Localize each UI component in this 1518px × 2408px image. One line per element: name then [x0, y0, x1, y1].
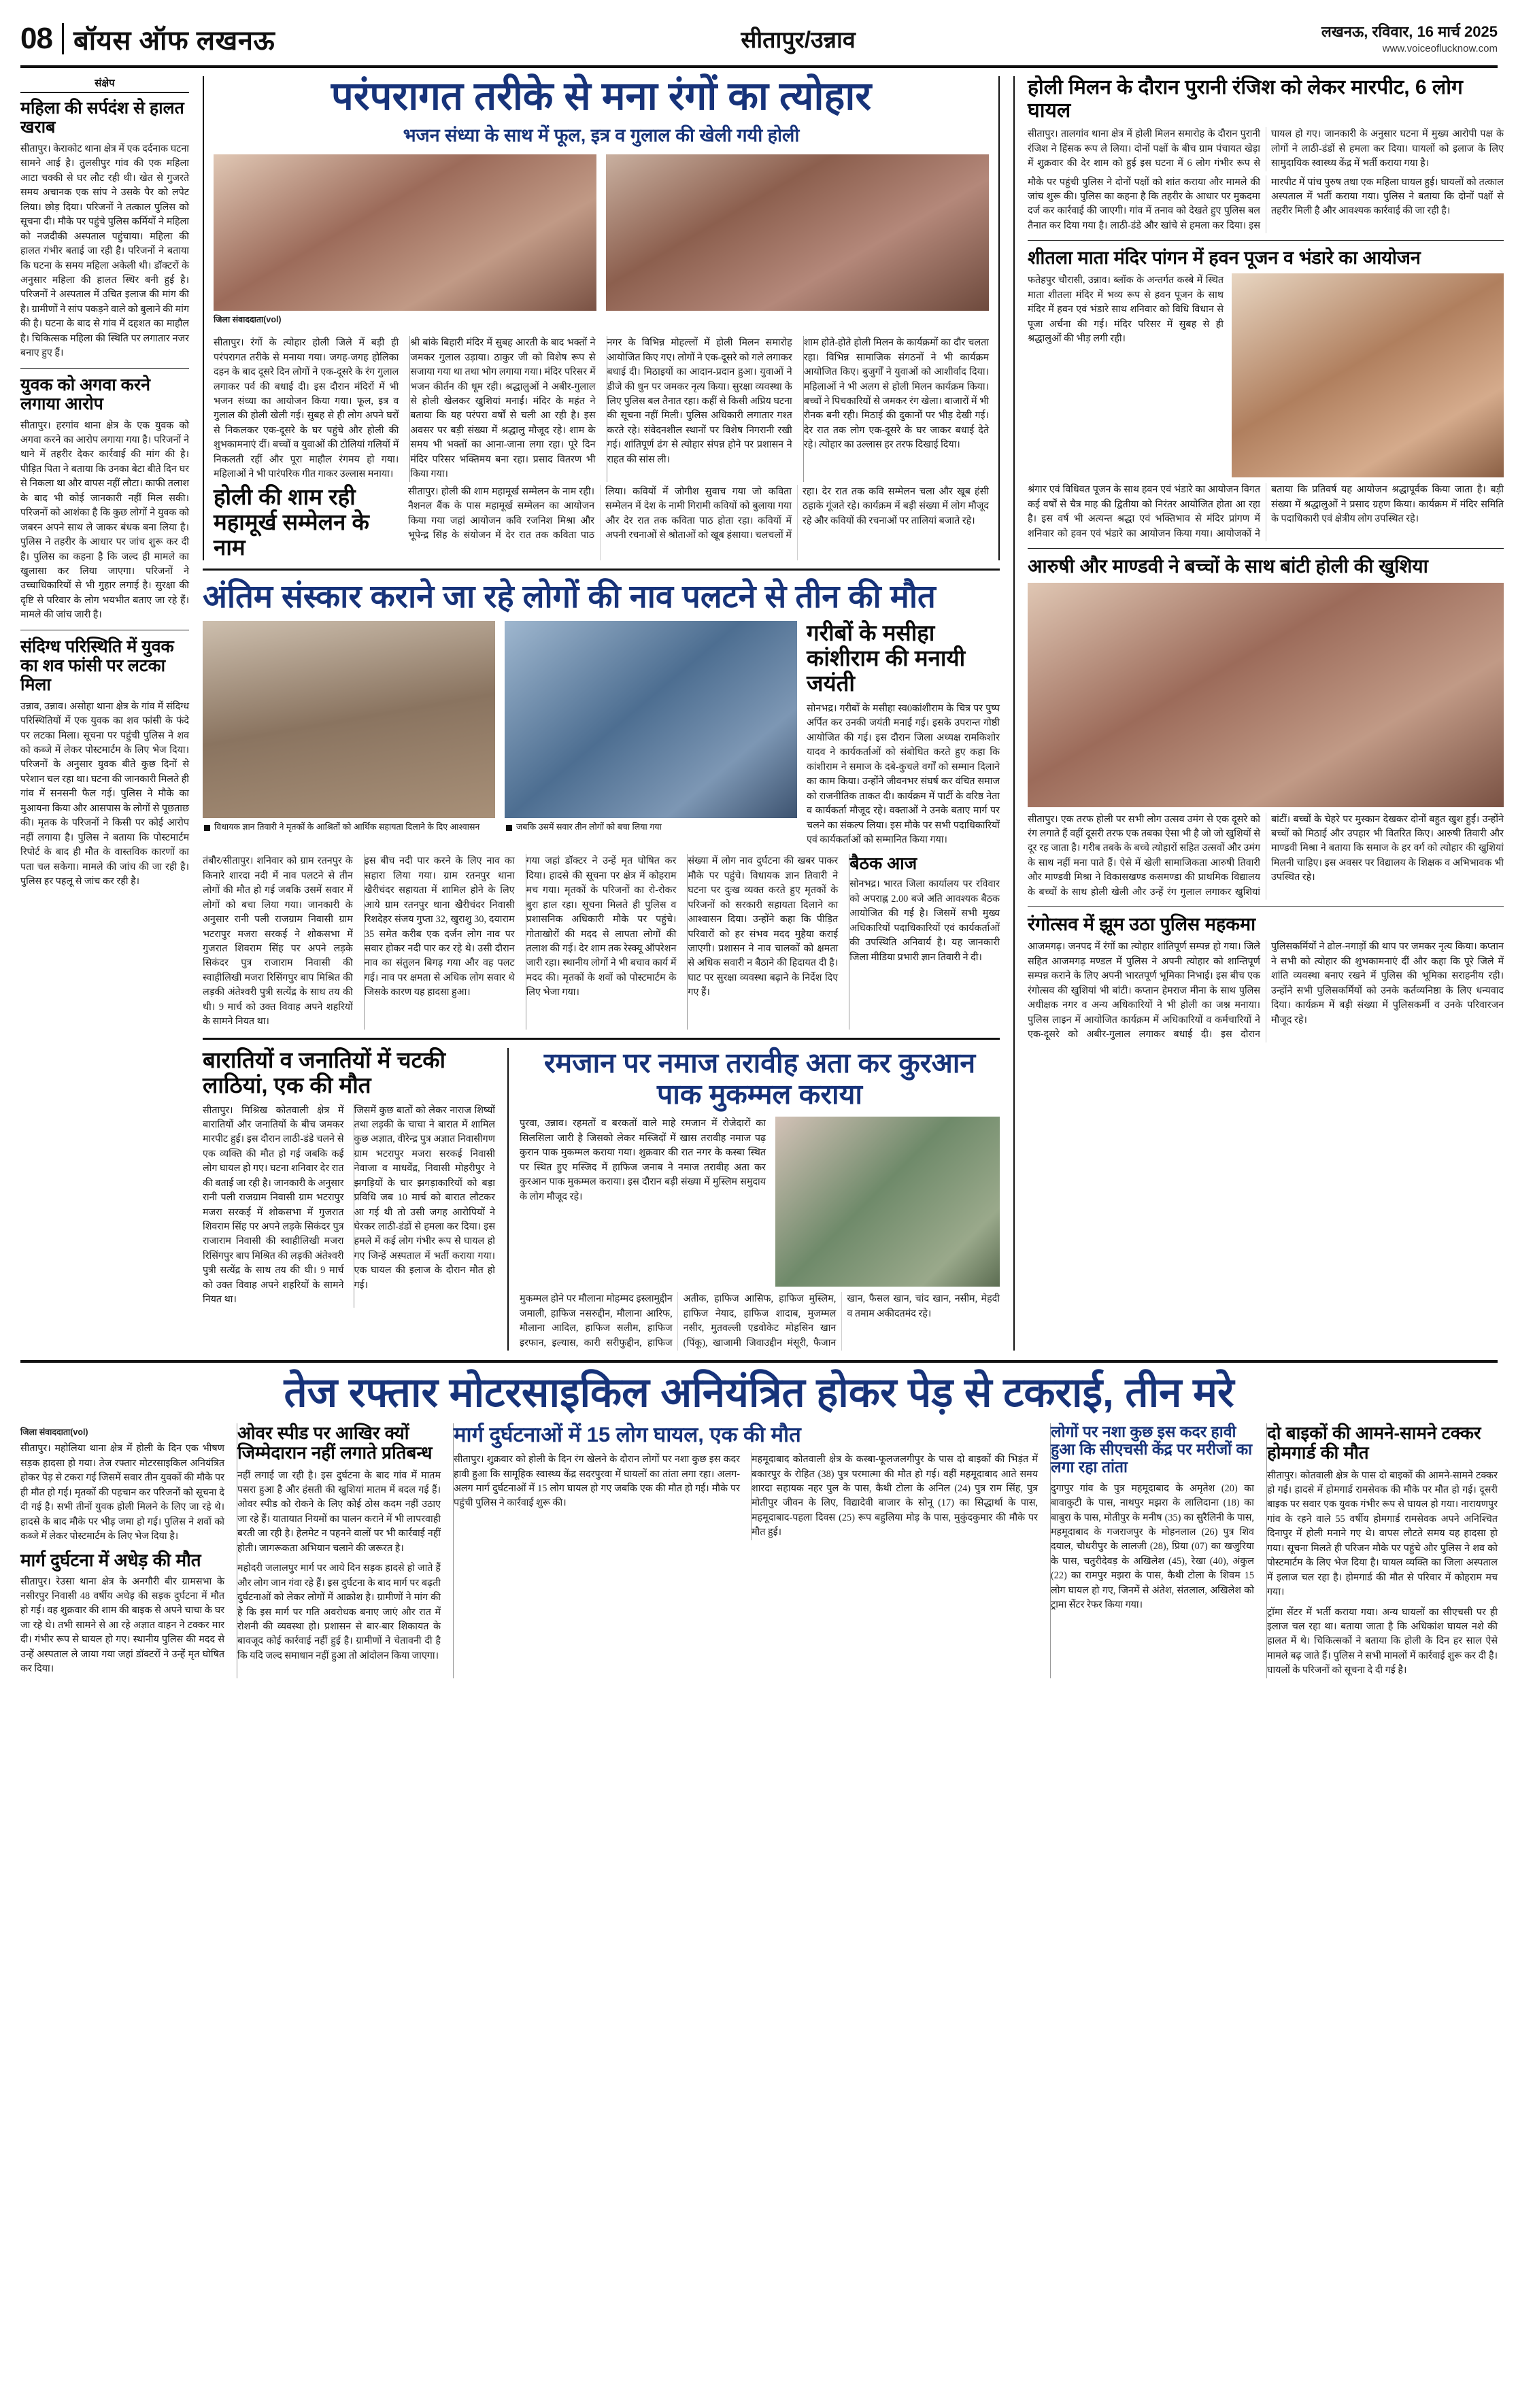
mid-text-col-1: सीतापुर। शुक्रवार को होली के दिन रंग खेलने के दौरान लोगों पर नशा कुछ इस कदर हावी हुआ कि सामूहिक स्वास्थ्य केंद्र सदरपुरवा में घायलों का तांता लगा रहा। अलग-अलग मार्ग दुर्घटनाओं में 15 लोग घायल हो गए जबकि एक की मौत हो गई। मौके पर पहुंची पुलिस ने कार्रवाई शुरू की।: [454, 1454, 740, 1509]
baratis-headline: बारातियों व जनातियों में चटकी लाठियां, एक की मौत: [203, 1047, 446, 1098]
meeting-story: [849, 854, 1000, 1029]
overspeed-intro: नहीं लगाई जा रही है। इस दुर्घटना के बाद गांव में मातम पसरा हुआ है और हंसती की खुशियां मातम में बदल गई हैं। ओवर स्पीड को रोकने के लिए कोई ठोस कदम नहीं उठाए जा रहे हैं। यातायात नियमों का पालन कराने में भी लापरवाही बरती जा रही है। हेलमेट न पहनने वालों पर भी कार्रवाई नहीं होती। जागरूकता अभियान चलाने की जरूरत है।: [237, 1470, 441, 1554]
ramzan-text-col-1: पुरवा, उन्नाव। रहमतों व बरकतों वाले माहे रमजान में रोजेदारों का सिलसिला जारी है जिसको लेकर मस्जिदों में खास तरावीह नमाज पढ़ कुरान पाक मुकम्मल कराया गया। शुक्रवार की रात नगर के कस्बा स्थित पर स्थित हुए मस्जिद में हाफिज जनाब ने नमाज तरावीह अता कर कुरआन पाक मुकम्मल कराया। इस दौरान बड़ी संख्या में मुस्लिम समुदाय के लोग मौजूद रहे।: [520, 1118, 766, 1202]
briefs-heading: संक्षेप: [20, 76, 189, 93]
nasha-text: दुगापुर गांव के पुत्र महमूदाबाद के अमृतेश (20) का बावाकुटी के पास, नाथपुर मझरा के लालिदाना (18) का बाबुरा के पास, मोतीपुर के मनीष (35) का सुरैलिनी के पास, महमूदाबाद के गजराजपुर के मोहनलाल (26) पुत्र शिव दयाल, चौधरीपुर के लालजी (28), प्रिया (07) का खजुरिया के पास, चतुरीदेवड़ के अखिलेश (45), रेखा (40), अंकुल (22) का रामपुर मझरा के पास, कैथी टोला के शिवम 15 लोग घायल हो गए, जिनमें से अंतेश, संतलाल, अखिलेश को ट्रामा सेंटर रेफर किया गया।: [1051, 1482, 1254, 1611]
road-accident-text: सीतापुर। रेउसा थाना क्षेत्र के अनगौरी बीर ग्रामसभा के नसीरपुर निवासी 48 वर्षीय अधेड़ की सड़क दुर्घटना में मौत हो गई। वह शुक्रवार की शाम की बाइक से अपने चाचा के घर जा रहे थे। तभी सामने से आ रहे अज्ञात वाहन ने टक्कर मार दी। गंभीर रूप से घायल हो गए। स्थानीय पुलिस की मदद से उन्हें अस्पताल ले जाया गया जहां डॉक्टरों ने उन्हें मृत घोषित कर दिया।: [20, 1576, 224, 1675]
masthead-divider: [62, 23, 64, 54]
brief-item: [20, 99, 189, 361]
holi-crowd-temple-photo: [606, 154, 989, 311]
divider: [203, 1038, 1000, 1040]
nasha-headline: लोगों पर नशा कुछ इस कदर हावी हुआ कि सीएचसी केंद्र पर मरीजों का लगा रहा तांता: [1051, 1423, 1253, 1476]
boat-text-col-2: इस बीच नदी पार करने के लिए नाव का सहारा लिया गया। ग्राम रतनपुर थाना खैरीचंदर सहायता में शामिल होने के लिए आये ग्राम रतनपुर थाना खैरीचंदर निवासी रिशदेहर संजय गुप्ता 32, खुराशु 30, दयाराम 35 समेत करीब एक दर्जन लोग नाव पर सवार होकर नदी पार कर रहे थे। उसी दौरान नाव का संतुलन बिगड़ गया और वह पलट गई। नाव पर क्षमता से अधिक लोग सवार थे जिसके कारण यह हादसा हुआ।: [364, 854, 515, 1029]
bottom-lead-headline: तेज रफ्तार मोटरसाइकिल अनियंत्रित होकर पेड़ से टकराई, तीन मरे: [284, 1370, 1234, 1416]
boat-text-col-4: संख्या में लोग नाव दुर्घटना की खबर पाकर मौके पर पहुंचे। विधायक ज्ञान तिवारी ने घटना पर दुःख व्यक्त करते हुए मृतकों के परिजनों को सरकारी सहायता दिलाने का आश्वासन दिया। उन्होंने कहा कि पीड़ित परिवारों को हर संभव मदद मुहैया कराई जाएगी। प्रशासन ने नाव चालकों को क्षमता से अधिक सवारी न बैठाने की हिदायत दी है। घाट पर सुरक्षा व्यवस्था बढ़ाने के निर्देश दिए गए हैं।: [687, 854, 838, 1029]
mid-text-col-2: महमूदाबाद कोतवाली क्षेत्र के कस्बा-फूलजलगीपुर के पास दो बाइकों की भिड़ंत में बकारपुर के रोहित (38) पुत्र परमात्मा की मौत हो गई। वहीं महमूदाबाद आते समय शारदा सहायक नहर पुल के पास, कैथी टोला के अनिल (24) पुत्र राम सिंह, पुत्र मोतीपुर जीवन के लिए, विद्यादेवी बाजार के सोनू (17) का सिद्धार्था के पास, महमूदाबाद-पहला दिवस (25) रूप बहुलिया मोड़ के पास, मुकुंदकुमार की मौके पर मौत हुई।: [751, 1453, 1038, 1540]
boat-accident-story: [203, 579, 1000, 1030]
ramzan-headline: रमजान पर नमाज तरावीह अता कर कुरआन पाक मुकम्मल कराया: [543, 1047, 976, 1110]
lead-byline: जिला संवाददाता(vol): [214, 315, 282, 325]
caption-text: विधायक ज्ञान तिवारी ने मृतकों के आश्रितों को आर्थिक सहायता दिलाने के दिए आश्वासन: [214, 822, 480, 832]
divider: [1028, 240, 1504, 241]
page-grid: [20, 74, 1504, 1351]
main-column: [203, 76, 1000, 1351]
newspaper-title: बॉयस ऑफ लखनऊ: [73, 25, 275, 56]
police-holi-headline: रंगोत्सव में झूम उठा पुलिस महकमा: [1028, 914, 1256, 935]
right-column: [1028, 76, 1504, 1351]
river-boat-rescue-photo: [505, 621, 797, 818]
bottom-col-c: [453, 1423, 1038, 1678]
brief-text: सीतापुर। हरगांव थाना क्षेत्र के एक युवक को अगवा करने का आरोप लगाया गया है। परिजनों ने थाने में तहरीर देकर कार्रवाई की मांग की है। पीड़ित पिता ने बताया कि उनका बेटा बीते दिन घर से निकला था और वापस नहीं लौटा। काफी तलाश के बाद भी कोई जानकारी नहीं मिल सकी। परिजनों को आशंका है कि कुछ लोगों ने युवक को जबरन अपने साथ ले जाकर बंधक बना लिया है। पुलिस ने तहरीर के आधार पर जांच शुरू कर दी है। पुलिस का कहना है कि जल्द ही मामले का खुलासा कर लिया जाएगा। परिजनों ने उच्चाधिकारियों से भी गुहार लगाई है। सुरक्षा की दृष्टि से परिवार के लोग भयभीत बताए जा रहे हैं। मामले की जांच जारी है।: [20, 420, 189, 621]
bottom-col-b: [237, 1423, 441, 1678]
ramzan-story: [507, 1048, 1000, 1351]
divider: [203, 569, 1000, 571]
ramzan-group-photo: [775, 1117, 1000, 1287]
page-number: 08: [20, 22, 52, 55]
brief-headline: युवक को अगवा करने लगाया आरोप: [20, 375, 150, 413]
bottom-col-d: [1050, 1423, 1254, 1678]
holi-clash-text-1: सीतापुर। तालगांव थाना क्षेत्र में होली मिलन समारोह के दौरान पुरानी रंजिश ने हिंसक रूप ले लिया। दोनों पक्षों के बीच ग्राम पंचायत खेड़ा में शुक्रवार की देर शाम को हुई इस घटना में 6 लोग गंभीर रूप से घायल हो गए। जानकारी के अनुसार घटना में मुख्य आरोपी पक्ष के लोगों ने लाठी-डंडों से हमला कर दिया। घायलों को इलाज के लिए सामुदायिक स्वास्थ्य केंद्र में भर्ती कराया गया है।: [1028, 129, 1504, 169]
holi-clash-story: [1028, 76, 1504, 233]
baratis-text-col-1: सीतापुर। मिश्रिख कोतवाली क्षेत्र में बारातियों और जनातियों के बीच जमकर मारपीट हुई। इस दौरान लाठी-डंडे चलने से एक व्यक्ति की मौत हो गई जबकि कई लोग घायल हो गए। घटना शनिवार देर रात की बताई जा रही है। जानकारी के अनुसार रानी पली राजग्राम निवासी ग्राम भटरापुर मजरा सरकई में शोकसभा में गुजरात शिवराम सिंह पर अपने लड़के सिकंदर पुत्र राजाराम निवासी की स्वाहीलिखी मजरा रिसिंगपुर बाप मिश्रित की लड़की अंतेश्वरी पुत्री सत्येंद्र के साथ तय की थी। 9 मार्च को उक्त विवाह अपने शहरियों के सामने नियत था।: [203, 1104, 344, 1306]
children-holi-text: सीतापुर। एक तरफ होली पर सभी लोग उत्सव उमंग से एक दूसरे को रंग लगाते हैं वहीं दूसरी तरफ एक तबका ऐसा भी है जो जो खुशियों से दूर रह जाता है। गरीब तबके के बच्चे त्योहारों सहित उत्सवों और उमंग के साथ नहीं मना पाते हैं। ऐसे में खेली सामाजिकता आरुषी तिवारी और माण्डवी मिश्रा ने विकासखण्ड कसमण्डा की प्राथमिक विद्यालय के बच्चों के साथ होली खेली और उन्हें रंग गुलाल लगाकर खुशियां बांटीं। बच्चों के चेहरे पर मुस्कान देखकर दोनों बहुत खुश हुईं। उन्होंने बच्चों को मिठाई और उपहार भी वितरित किए। आरुषी तिवारी और माण्डवी मिश्रा ने बताया कि समाज के हर वर्ग को त्योहार की खुशियां मिलनी चाहिए। इस अवसर पर विद्यालय के शिक्षक व अभिभावक भी उपस्थित रहे।: [1028, 813, 1504, 898]
bottom-col-a: [20, 1423, 224, 1678]
officials-briefing-photo: [203, 621, 495, 818]
holi-clash-text-2: मौके पर पहुंची पुलिस ने दोनों पक्षों को शांत कराया और मामले की जांच शुरू की। पुलिस का कहना है कि तहरीर के आधार पर मुकदमा दर्ज कर कार्रवाई की जाएगी। गांव में तनाव को देखते हुए पुलिस बल तैनात कर दिया गया है। लाठी-डंडे और खांचे से हमला कर दिया। इस मारपीट में पांच पुरुष तथा एक महिला घायल हुई। घायलों को तत्काल अस्पताल में भर्ती कराया गया। पुलिस ने बताया कि दोनों पक्षों से तहरीर मिली है और आवश्यक कार्रवाई की जा रही है।: [1028, 176, 1504, 231]
road-accident-headline: मार्ग दुर्घटना में अधेड़ की मौत: [20, 1550, 201, 1571]
masthead-right: [1321, 22, 1498, 56]
brief-text: उन्नाव, उन्नाव। असोहा थाना क्षेत्र के गांव में संदिग्ध परिस्थितियों में एक युवक का शव फांसी के फंदे पर लटका मिला। सूचना पर पहुंची पुलिस ने शव को कब्जे में लेकर पोस्टमार्टम के लिए भेज दिया। परिजनों के अनुसार युवक बीते कुछ दिनों से परेशान चल रहा था। घटना की जानकारी मिलते ही गांव में सनसनी फैल गई। पुलिस ने मौके का मुआयना किया और आसपास के लोगों से पूछताछ की। मृतक के परिजनों ने किसी पर कोई आरोप नहीं लगाया है। पुलिस ने बताया कि पोस्टमार्टम रिपोर्ट के बाद ही मौत के वास्तविक कारणों का पता चल सकेगा। मामले की जांच की जा रही है। पुलिस हर पहलू से जांच कर रही है।: [20, 700, 189, 887]
photo-caption: [203, 818, 495, 833]
mid-headline: मार्ग दुर्घटनाओं में 15 लोग घायल, एक की मौत: [454, 1423, 801, 1447]
photo-caption: [505, 818, 797, 833]
baratis-story: [203, 1048, 495, 1351]
brief-text: सीतापुर। केराकोट थाना क्षेत्र में एक दर्दनाक घटना सामने आई है। तुलसीपुर गांव की एक महिला आटा चक्की से घर लौट रही थी। खेत से गुजरते समय अचानक एक सांप ने उसके पैर को लपेट लिया। छोड़ दिया। परिजनों ने तत्काल पुलिस को सूचना दी। मौके पर पहुंचे पुलिस कर्मियों ने महिला को नजदीकी अस्पताल पहुंचाया। महिला की हालत गंभीर बताई जा रही है। परिजनों ने बताया कि घटना के समय महिला अकेली थी। डॉक्टरों के अनुसार महिला की हालत स्थिर बनी हुई है। परिजनों ने अस्पताल में उचित इलाज की मांग की है। ग्रामीणों ने सांप पकड़ने वाले को बुलाने की मांग की है। घटना के बाद से गांव में दहशत का माहौल है। चिकित्सक महिला की स्थिति पर लगातार नजर बनाए हुए हैं।: [20, 143, 189, 359]
meeting-headline: बैठक आज: [849, 854, 917, 874]
bullet-square-icon: [204, 825, 210, 831]
temple-text-1: फतेहपुर चौरासी, उन्नाव। ब्लॉक के अन्तर्गत कस्बे में स्थित माता शीतला मंदिर में भव्य रूप से हवन पूजन के साथ मंदिर में हवन एवं भंडारे साथ शनिवार को विधि विधान से पूजा अर्चना की गई। मंदिर परिसर में सुबह से ही श्रद्धालुओं की भीड़ लगी रही।: [1028, 275, 1224, 345]
sub-story-text: सीतापुर। होली की शाम महामूर्ख सम्मेलन के नाम रही। नैशनल बैंक के पास महामूर्ख सम्मेलन का आयोजन किया गया जहां आयोजन कवि रजनिश मिश्रा और भूपेन्द्र सिंह के संयोजन में देर रात तक कविता पाठ लिया। कवियों में जोगीश सुवाच गया जो कविता सम्मेलन में देश के नामी गिरामी कवियों को बुलाया गया और देर रात तक कविता पाठ होता रहा। कवियों में अपनी रचनाओं से श्रोताओं को खूब हंसाया। चलचलों में रहा। देर रात तक कवि सम्मेलन चला और खूब हंसी ठहाके गूंजते रहे। कार्यक्रम में बड़ी संख्या में लोग मौजूद रहे और कवियों की रचनाओं पर तालियां बजाते रहे।: [408, 486, 989, 541]
brief-item: [20, 375, 189, 623]
lead-text-col-2: श्री बांके बिहारी मंदिर में सुबह आरती के बाद भक्तों ने जमकर गुलाल उड़ाया। ठाकुर जी को विशेष रूप से सजाया गया था तथा भोग लगाया गया। मंदिर परिसर में भजन कीर्तन की धूम रही। श्रद्धालुओं ने अबीर-गुलाल से होली खेलकर खुशियां मनाईं। मंदिर के महंत ने बताया कि यह परंपरा वर्षों से चली आ रही है। इस अवसर पर बड़ी संख्या में श्रद्धालु मौजूद रहे। शाम के समय भी भक्तों का आना-जाना लगा रहा। पूरे दिन मंदिर परिसर भक्तिमय बना रहा। प्रसाद वितरण भी किया गया।: [409, 336, 595, 481]
bottom-text-col-1: सीतापुर। महोलिया थाना क्षेत्र में होली के दिन एक भीषण सड़क हादसा हो गया। तेज रफ्तार मोटरसाइकिल अनियंत्रित होकर पेड़ से टकरा गई जिसमें सवार तीन युवकों की मौके पर ही मौत हो गई। मृतकों की पहचान कर परिजनों को सूचना दे दी गई है। सभी तीनों युवक होली मिलने के लिए जा रहे थे। हादसे के बाद मौके पर भीड़ जमा हो गई। पुलिस ने शवों को कब्जे में लेकर पोस्टमार्टम के लिए भेज दिया है।: [20, 1443, 224, 1542]
meeting-text: सोनभद्र। भारत जिला कार्यालय पर रविवार को अपराह्न 2.00 बजे अति आवश्यक बैठक आयोजित की गई है। जिसमें सभी मुख्य अधिकारियों पदाधिकारियों एवं कार्यकर्ताओं की उपस्थिति अनिवार्य है। यह जानकारी जिला मीडिया प्रभारी ज्ञान तिवारी ने दी।: [849, 879, 1000, 963]
lead-text-col-1: सीतापुर। रंगों के त्योहार होली जिले में बड़ी ही परंपरागत तरीके से मनाया गया। जगह-जगह होलिका दहन के बाद दूसरे दिन लोगों ने एक-दूसरे के रंग गुलाल लगाकर पर्व की बधाई दी। इस दौरान मंदिरों में भी भजन संध्या का आयोजन किया गया। फूल, इत्र व गुलाल की होली खेली गई। सुबह से ही लोग अपने घरों से निकलकर एक-दूसरे के घर पहुंचे और होली की शुभकामनाएं दीं। बच्चों व युवाओं की टोलियां गलियों में निकलती रहीं और पूरा माहौल रंगमय हो गया। महिलाओं ने भी पारंपरिक गीत गाकर उल्लास मनाया।: [214, 337, 399, 480]
children-holi-story: [1028, 556, 1504, 900]
website-url[interactable]: www.voiceoflucknow.com: [1382, 42, 1498, 54]
lead-story: [203, 76, 1000, 560]
boat-text-col-1: तंबौर/सीतापुर। शनिवार को ग्राम रतनपुर के किनारे शारदा नदी में नाव पलटने से तीन लोगों की मौत हो गई जबकि उसमें सवार में लोगों को बचा लिया गया। जानकारी के अनुसार रानी पली राजग्राम निवासी ग्राम भटरापुर मजरा सरकई ने शोकसभा में गुजरात शिवराम सिंह पर अपने लड़के सिकंदर पुत्र राजाराम निवासी की स्वाहीलिखी मजरा रिसिंगपुर बाप मिश्रित की लड़की अंतेश्वरी पुत्री सत्येंद्र के साथ तय की थी। 9 मार्च को उक्त विवाह अपने शहरियों के सामने नियत था।: [203, 855, 353, 1028]
baratis-ramzan-row: [203, 1048, 1000, 1351]
baratis-text-col-2: जिसमें कुछ बातों को लेकर नाराज शिष्यों तथा लड़की के चाचा ने बारात में शामिल कुछ अज्ञात, वीरेन्द्र पुत्र अज्ञात निवासीगण ग्राम भटरापुर मजरा सरकई निवासी नेवाजा व माधवेंद्र, निवासी मोहरीपुर ने झगड़ियों के चार झगड़ाकारियों को बड़ा प्रविधि जब 10 मार्च को बारात लौटकर आ गई थी तो उसी जगह आरोपियों ने घेरकर लाठी-डंडों से हमला कर दिया। इस हमले में कई लोग गंभीर रूप से घायल हो गए जिन्हें अस्पताल में भर्ती कराया गया। एक घायल की इलाज के दौरान मौत हो गई।: [354, 1104, 496, 1308]
children-holi-headline: आरुषी और माण्डवी ने बच्चों के साथ बांटी होली की खुशिया: [1028, 556, 1428, 577]
overspeed-headline: ओवर स्पीड पर आखिर क्यों जिम्मेदारान नहीं लगाते प्रतिबन्ध: [237, 1423, 433, 1463]
bottom-byline: जिला संवाददाता(vol): [20, 1427, 88, 1438]
caption-text: जबकि उसमें सवार तीन लोगों को बचा लिया गया: [516, 822, 662, 832]
issue-date: लखनऊ, रविवार, 16 मार्च 2025: [1321, 23, 1498, 41]
column-divider: [1013, 76, 1015, 1351]
homeguard-headline: दो बाइकों की आमने-सामने टक्कर होमगार्ड की मौत: [1267, 1423, 1481, 1463]
bottom-text-col-2: महोदरी जलालपुर मार्ग पर आये दिन सड़क हादसे हो जाते हैं और लोग जान गंवा रहे हैं। इस दुर्घटना के बाद मार्ग पर बढ़ती दुर्घटनाओं को लेकर लोगों में आक्रोश है। ग्रामीणों ने मांग की है कि इस मार्ग पर गति अवरोधक बनाए जाएं और रात में रोशनी की व्यवस्था हो। प्रशासन से बार-बार शिकायत के बावजूद कोई कार्रवाई नहीं हुई है। ग्रामीणों ने चेतावनी दी है कि यदि जल्द समाधान नहीं हुआ तो आंदोलन किया जाएगा।: [237, 1563, 441, 1661]
bullet-square-icon: [506, 825, 512, 831]
children-holi-colors-photo: [1028, 583, 1504, 807]
sub-story-headline: होली की शाम रही महामूर्ख सम्मेलन के नाम: [214, 484, 369, 560]
kanshiram-headline: गरीबों के मसीहा कांशीराम की मनायी जयंती: [807, 620, 966, 696]
homeguard-text-2: ट्रॉमा सेंटर में भर्ती कराया गया। अन्य घायलों का सीएचसी पर ही इलाज चल रहा था। बताया जाता है कि अधिकांश घायल नशे की हालत में थे। चिकित्सकों ने बताया कि होली के दिन हर साल ऐसे मामले बढ़ जाते हैं। पुलिस ने सभी मामलों में कार्रवाई शुरू कर दी है। घायलों के परिजनों को सूचना दे दी गई है।: [1267, 1606, 1498, 1676]
edition-region: सीतापुर/उन्नाव: [741, 27, 856, 53]
briefs-column: [20, 76, 189, 1351]
masthead: [20, 18, 1498, 68]
lead-headline: परंपरागत तरीके से मना रंगों का त्योहार: [331, 74, 872, 118]
divider: [20, 368, 189, 369]
police-holi-text: आजमगढ़। जनपद में रंगों का त्योहार शांतिपूर्ण सम्पन्न हो गया। जिले सहित आजमगढ़ मण्डल में पुलिस ने अपनी त्योहार को शान्तिपूर्ण सम्पन्न कराने के लिए अपनी भारतपूर्ण भूमिका निभाई। इस बीच एक रंगोत्सव की खुशियां भी बांटी। कप्तान हेमराज मीना के साथ पुलिस अधीक्षक नगर व अन्य अधिकारियों ने भी होली का जश्न मनाया। पुलिस लाइन में आयोजित कार्यक्रम में अधिकारियों व कर्मचारियों ने एक-दूसरे को अबीर-गुलाल लगाकर बधाई दी। इस दौरान पुलिसकर्मियों ने ढोल-नगाड़ों की थाप पर जमकर नृत्य किया। कप्तान ने सभी को त्योहार की शुभकामनाएं दीं और कहा कि पूरे जिले में शांति व्यवस्था बनाए रखने में पुलिस की भूमिका सराहनीय रही। उन्होंने सभी पुलिसकर्मियों को उनके कर्तव्यनिष्ठा के लिए धन्यवाद दिया। कार्यक्रम में बड़ी संख्या में पुलिसकर्मी व उनके परिवारजन मौजूद रहे।: [1028, 941, 1504, 1040]
holi-celebration-group-photo: [214, 154, 596, 311]
divider: [1028, 906, 1504, 907]
police-holi-story: [1028, 914, 1504, 1042]
brief-headline: महिला की सर्पदंश से हालत खराब: [20, 99, 184, 137]
lead-subheadline: भजन संध्या के साथ में फूल, इत्र व गुलाल की खेली गयी होली: [403, 124, 800, 146]
ramzan-text-col-2: मुकम्मल होने पर मौलाना मोहम्मद इस्लामुद्दीन जमाली, हाफिज नसरुद्दीन, मौलाना आरिफ, मौलाना आदिल, हाफिज सलीम, हाफिज इरफान, इल्यास, कारी सरीफुद्दीन, हाफिज अतीक, हाफिज आसिफ, हाफिज मुस्लिम, हाफिज नेयाद, हाफिज शादाब, मुजम्मल नसीर, मुतवल्ली एडवोकेट मोहसिन खान (पिंकू), खाजामी जिवाउद्दीन मंसूरी, फैजान खान, फैसल खान, चांद खान, नसीम, मेहदी व तमाम अकीदतमंद रहे।: [520, 1293, 1000, 1349]
bottom-col-e: [1266, 1423, 1498, 1678]
divider: [1028, 548, 1504, 549]
temple-text-2: श्रंगार एवं विधिवत पूजन के साथ हवन एवं भंडारे का आयोजन विगत कई वर्षों से चैत्र माह की द्वितीया को निरंतर आयोजित होता आ रहा है। इस वर्ष भी अत्यन्त श्रद्धा एवं भक्तिभाव से मंदिर प्रांगण में शनिवार को हवन एवं भंडारे का आयोजन किया गया। आयोजकों ने बताया कि प्रतिवर्ष यह आयोजन श्रद्धापूर्वक किया जाता है। बड़ी संख्या में श्रद्धालुओं ने प्रसाद ग्रहण किया। कार्यक्रम में मंदिर समिति के पदाधिकारी एवं क्षेत्रीय लोग उपस्थित रहे।: [1028, 484, 1504, 539]
holi-clash-headline: होली मिलन के दौरान पुरानी रंजिश को लेकर मारपीट, 6 लोग घायल: [1028, 76, 1463, 122]
lead-text-col-4: शाम होते-होते होली मिलन के कार्यक्रमों का दौर चलता रहा। विभिन्न सामाजिक संगठनों ने भी कार्यक्रम आयोजित किए। बुजुर्गों ने युवाओं को आशीर्वाद दिया। महिलाओं ने भी अलग से होली मिलन कार्यक्रम किया। बच्चों ने पिचकारियों से जमकर रंग खेला। बाजारों में भी रौनक बनी रही। मिठाई की दुकानों पर भीड़ देखी गई। देर रात तक लोग एक-दूसरे के घर जाकर बधाई देते रहे। त्योहार का उल्लास हर तरफ दिखाई दिया।: [803, 336, 989, 481]
homeguard-text: सीतापुर। कोतवाली क्षेत्र के पास दो बाइकों की आमने-सामने टक्कर हो गई। हादसे में होमगार्ड रामसेवक की मौके पर मौत हो गई। दूसरी बाइक पर सवार एक युवक गंभीर रूप से घायल हो गया। नारायणपुर गांव के रहने वाले 55 वर्षीय होमगार्ड रामसेवक अपने अनिश्चित दिनापुर में होली मनाने गए थे। वापस लौटते समय यह हादसा हो गया। सूचना मिलते ही परिजन मौके पर पहुंचे और पुलिस ने शव को पोस्टमार्टम के लिए भेज दिया है। घायल व्यक्ति का जिला अस्पताल में इलाज चल रहा है। होमगार्ड की मौत से परिवार में कोहराम मच गया।: [1267, 1470, 1498, 1598]
temple-worship-photo: [1232, 273, 1504, 477]
temple-headline: शीतला माता मंदिर पांगन में हवन पूजन व भंडारे का आयोजन: [1028, 248, 1421, 269]
bottom-lead-story: [20, 1360, 1498, 1678]
boat-text-col-3: गया जहां डॉक्टर ने उन्हें मृत घोषित कर दिया। हादसे की सूचना पर क्षेत्र में कोहराम मच गया। मृतकों के परिजनों का रो-रोकर बुरा हाल रहा। सूचना मिलते ही पुलिस व प्रशासनिक अधिकारी मौके पर पहुंचे। गोताखोरों की मदद से लापता लोगों की तलाश की गई। देर शाम तक रेस्क्यू ऑपरेशन जारी रहा। स्थानीय लोगों ने भी बचाव कार्य में मदद की। मृतकों के शवों को पोस्टमार्टम के लिए भेजा गया।: [526, 854, 677, 1029]
brief-headline: संदिग्ध परिस्थिति में युवक का शव फांसी पर लटका मिला: [20, 637, 174, 694]
kanshiram-text: सोनभद्र। गरीबों के मसीहा स्व0कांशीराम के चित्र पर पुष्प अर्पित कर उनकी जयंती मनाई गई। इसके उपरान्त गोष्ठी आयोजित की गई। इस दौरान जिला अध्यक्ष रामकिशोर यादव ने कार्यकर्ताओं को संबोधित करते हुए कहा कि कांशीराम ने समाज के दबे-कुचले वर्गों को सम्मान दिलाने का काम किया। उन्होंने जीवनभर संघर्ष कर वंचित समाज को राजनीतिक ताकत दी। कार्यक्रम में पार्टी के वरिष्ठ नेता व कार्यकर्ता मौजूद रहे। वक्ताओं ने उनके बताए मार्ग पर चलने का संकल्प लिया। इस मौके पर सभी पदाधिकारियों एवं कार्यकर्ताओं को सम्मानित किया गया।: [807, 703, 1000, 845]
lead-text-col-3: नगर के विभिन्न मोहल्लों में होली मिलन समारोह आयोजित किए गए। लोगों ने एक-दूसरे को गले लगाकर बधाई दी। मिठाइयों का आदान-प्रदान हुआ। युवाओं ने डीजे की धुन पर जमकर नृत्य किया। सुरक्षा व्यवस्था के लिए पुलिस बल तैनात रहा। कहीं से किसी अप्रिय घटना की सूचना नहीं मिली। पुलिस अधिकारी लगातार गश्त करते रहे। संवेदनशील स्थानों पर विशेष निगरानी रखी गई। शांतिपूर्ण ढंग से त्योहार संपन्न होने पर प्रशासन ने राहत की सांस ली।: [607, 336, 792, 481]
boat-headline: अंतिम संस्कार कराने जा रहे लोगों की नाव पलटने से तीन की मौत: [203, 577, 936, 614]
brief-item: [20, 637, 189, 889]
temple-story: [1028, 248, 1504, 541]
